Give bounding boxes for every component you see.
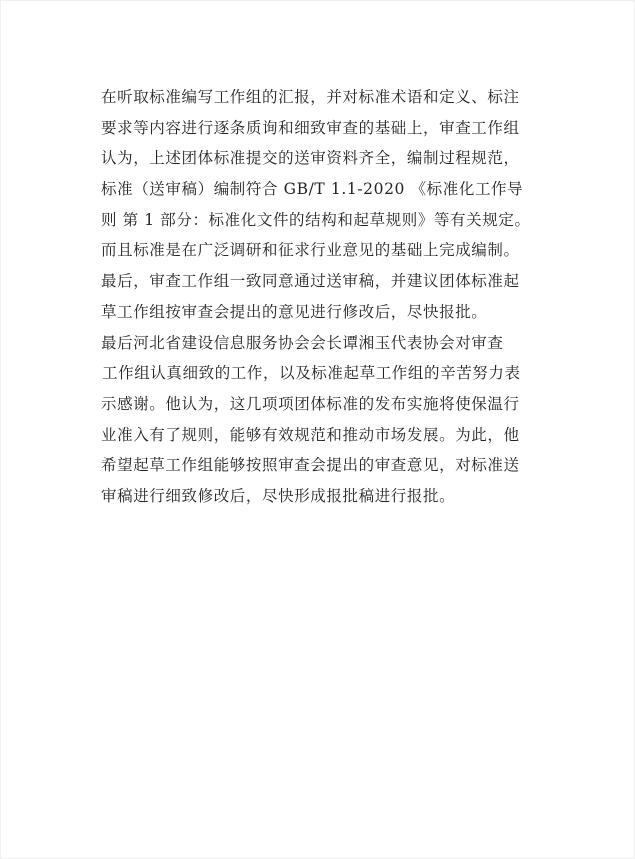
- text-line: 审稿进行细致修改后，尽快形成报批稿进行报批。: [101, 486, 456, 505]
- text-line: 而且标准是在广泛调研和征求行业意见的基础上完成编制。: [101, 241, 520, 260]
- text-line: 则 第 1 部分：标准化文件的结构和起草规则》等有关规定。: [101, 210, 531, 229]
- text-line: 最后河北省建设信息服务协会会长谭湘玉代表协会对审查: [101, 333, 504, 352]
- text-line: 最后，审查工作组一致同意通过送审稿，并建议团体标准起: [101, 272, 520, 291]
- text-line: 草工作组按审查会提出的意见进行修改后，尽快报批。: [101, 302, 488, 321]
- text-line: 示感谢。他认为，这几项项团体标准的发布实施将使保温行: [101, 394, 520, 413]
- text-line: 标准（送审稿）编制符合 GB/T 1.1-2020 《标准化工作导: [101, 180, 524, 199]
- paragraph-review-conclusion: [101, 82, 561, 328]
- text-line: 在听取标准编写工作组的汇报，并对标准术语和定义、标注: [101, 88, 520, 106]
- text-line: 工作组认真细致的工作，以及标准起草工作组的辛苦努力表: [102, 364, 521, 383]
- paragraph-association-thanks: [101, 328, 561, 512]
- text-line: 业准入有了规则，能够有效规范和推动市场发展。为此，他: [101, 425, 520, 444]
- text-line: 认为，上述团体标准提交的送审资料齐全，编制过程规范，: [101, 149, 520, 168]
- text-line: 要求等内容进行逐条质询和细致审查的基础上，审查工作组: [101, 118, 520, 137]
- text-line: 希望起草工作组能够按照审查会提出的审查意见，对标准送: [101, 456, 520, 475]
- document-body: [101, 82, 561, 512]
